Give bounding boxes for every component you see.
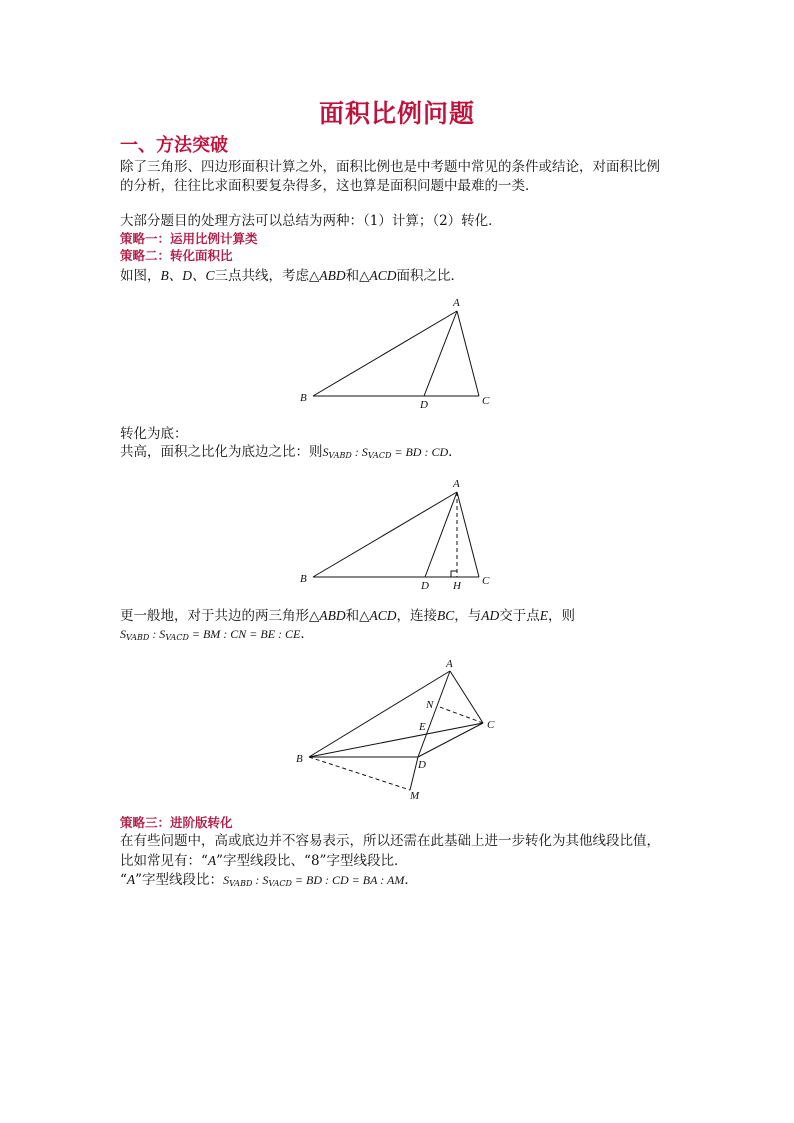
- label-b: B: [296, 753, 303, 765]
- to-base-label: 转化为底：: [120, 426, 188, 442]
- label-e: E: [419, 721, 426, 733]
- subscript-acd: VACD: [165, 633, 189, 642]
- intro-text: 三点共线，考虑: [214, 268, 309, 284]
- advanced-paragraph: [120, 832, 680, 871]
- segment-ac: [450, 671, 483, 723]
- label-a: A: [453, 478, 460, 490]
- label-d: D: [421, 580, 429, 592]
- intro-line-2: 的分析，往往比求面积要复杂得多，这也算是面积问题中最难的一类．: [120, 178, 539, 194]
- a-shape-label: ”字型线段比：: [135, 872, 224, 888]
- intro-text: 如图，: [120, 268, 161, 284]
- label-a: A: [446, 658, 453, 670]
- letter-a: A: [207, 853, 217, 868]
- advanced-text-part: ”字型线段比、“8”字型线段比．: [216, 853, 408, 869]
- segment-bc-label: BC: [437, 608, 455, 623]
- segment-dm: [410, 757, 418, 790]
- segment-bc: [309, 723, 483, 757]
- letter-a: A: [126, 872, 136, 887]
- perpendicular-bm: [309, 757, 410, 790]
- segment-cd: [418, 723, 483, 757]
- general-text-part: ，连接: [396, 608, 438, 624]
- label-h: H: [453, 580, 461, 592]
- page-title: 面积比例问题: [318, 99, 475, 128]
- general-text-part: 交于点: [499, 608, 540, 624]
- label-a: A: [453, 297, 460, 309]
- general-formula: $S_{VABD}$ : $S_{VACD}$ = BM : CN = BE : CE．: [120, 626, 314, 642]
- label-n: N: [426, 699, 434, 711]
- collinear-points: B、D、C: [160, 268, 215, 283]
- point-e-label: E: [539, 608, 549, 623]
- ratio-rhs: = BD : CD: [391, 445, 449, 459]
- advanced-line-2: [120, 851, 680, 871]
- triangle-acd: △ACD: [359, 268, 397, 283]
- label-c: C: [487, 719, 495, 731]
- segment-ab: [309, 671, 450, 757]
- triangle-acd: △ACD: [359, 608, 397, 623]
- ratio-rhs: = BM : CN = BE : CE: [188, 627, 301, 641]
- subscript-abd: VABD: [126, 633, 150, 642]
- general-text-part: ，与: [454, 608, 482, 624]
- triangle-abd: △ABD: [309, 608, 346, 623]
- advanced-text-part: 比如常见有：“: [120, 853, 208, 869]
- period: ．: [404, 872, 418, 888]
- label-m: M: [410, 790, 420, 802]
- advanced-line-1: 在有些问题中，高或底边并不容易表示，所以还需在此基础上进一步转化为其他线段比值，: [120, 833, 660, 849]
- subscript-abd: VABD: [328, 451, 352, 460]
- general-text-part: ，则: [548, 608, 576, 624]
- section-heading: 一、方法突破: [120, 135, 228, 156]
- intro-text: 面积之比．: [396, 268, 465, 284]
- general-text-part: 和: [345, 608, 360, 624]
- subscript-abd: VABD: [229, 879, 253, 888]
- label-d: D: [418, 759, 426, 771]
- period: ．: [300, 626, 314, 642]
- label-b: B: [300, 392, 307, 404]
- same-height-prefix: 共高，面积之比化为底边之比：则: [120, 444, 323, 460]
- subscript-acd: VACD: [367, 451, 392, 460]
- summary-text: 大部分题目的处理方法可以总结为两种：（1）计算；（2）转化．: [120, 213, 502, 229]
- subscript-acd: VACD: [268, 879, 292, 888]
- ratio-rhs: = BD : CD = BA : AM: [291, 873, 405, 887]
- segment-ad: [418, 671, 450, 757]
- perpendicular-cn: [437, 706, 483, 723]
- label-c: C: [482, 575, 490, 587]
- segment-ad-label: AD: [481, 608, 500, 623]
- intro-line-1: 除了三角形、四边形面积计算之外，面积比例也是中考题中常见的条件或结论，对面积比例: [120, 159, 660, 175]
- strategy-2-label: 策略二：转化面积比: [120, 248, 233, 263]
- quote-open: “: [120, 872, 127, 888]
- strategy-1-label: 策略一：运用比例计算类: [120, 231, 258, 246]
- strategy-3-label: 策略三：进阶版转化: [120, 815, 233, 830]
- a-shape-formula: “A”字型线段比：$S_{VABD}$ : $S_{VACD}$ = BD : CD = BA : AM．: [120, 872, 418, 888]
- triangle-abd: △ABD: [309, 268, 346, 283]
- period: ．: [448, 444, 462, 460]
- label-c: C: [482, 395, 490, 407]
- same-height-text: 共高，面积之比化为底边之比：则$S_{VABD}$ : $S_{VACD}$ = BD : CD．: [120, 444, 462, 460]
- intro-text: 和: [345, 268, 360, 284]
- general-prefix: 更一般地，对于共边的两三角形: [120, 608, 309, 624]
- label-b: B: [300, 573, 307, 585]
- label-d: D: [420, 399, 428, 411]
